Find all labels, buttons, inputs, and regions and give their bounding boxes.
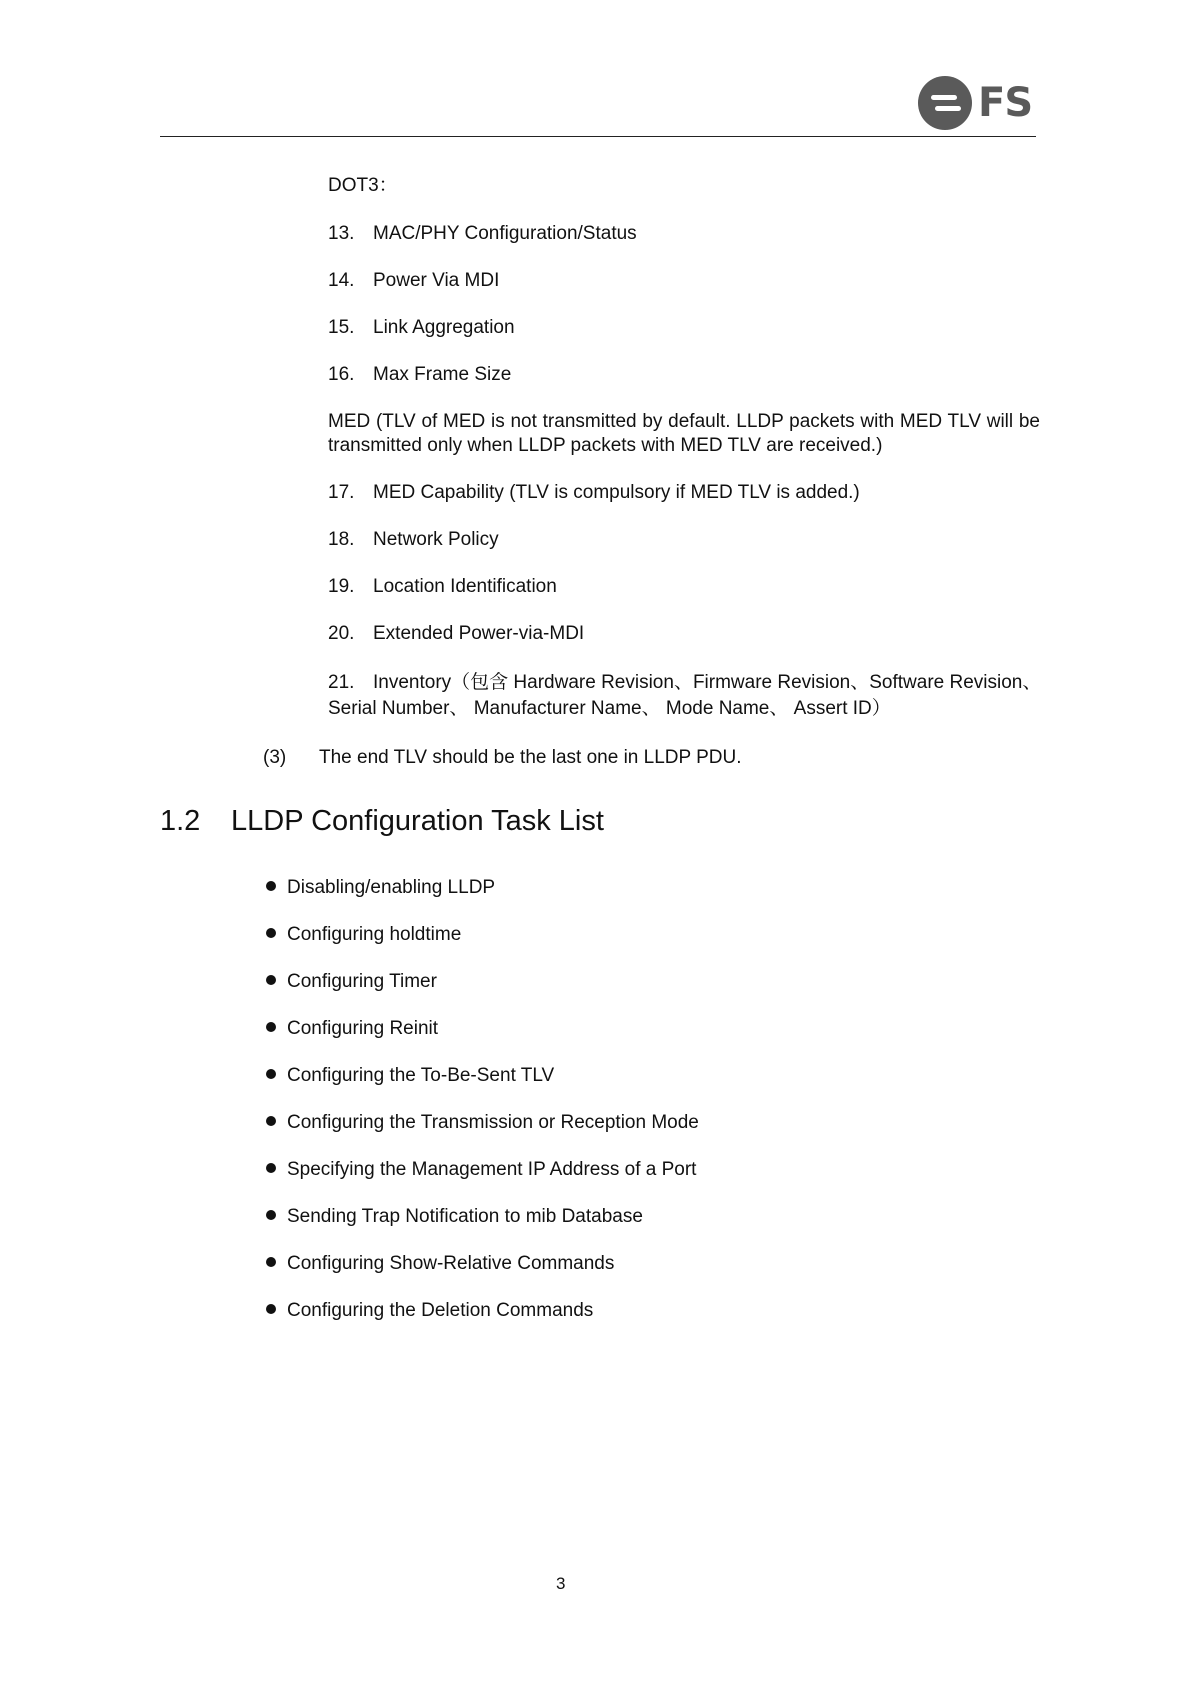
task-text: Disabling/enabling LLDP — [287, 877, 496, 898]
task-item — [266, 1064, 554, 1087]
list-item-15 — [328, 316, 515, 339]
bullet-icon — [266, 881, 276, 891]
task-text: Configuring Timer — [287, 971, 437, 992]
list-item-17 — [328, 481, 860, 504]
task-text: Specifying the Management IP Address of a Port — [287, 1159, 697, 1180]
task-item — [266, 970, 437, 993]
item-number: 19. — [328, 576, 355, 597]
list-item-21-line1 — [328, 671, 1041, 694]
page-number: 3 — [556, 1574, 566, 1593]
task-item — [266, 1299, 593, 1322]
bullet-icon — [266, 1022, 276, 1032]
task-text: Configuring the To-Be-Sent TLV — [287, 1065, 555, 1086]
task-text: Configuring the Deletion Commands — [287, 1300, 594, 1321]
list-item-19 — [328, 575, 557, 598]
task-item — [266, 923, 461, 946]
section-heading — [160, 803, 604, 839]
bullet-icon — [266, 1163, 276, 1173]
item-text: Network Policy — [373, 529, 499, 550]
item-number: 17. — [328, 482, 355, 503]
item-number: 13. — [328, 223, 355, 244]
item-text: MAC/PHY Configuration/Status — [373, 223, 637, 244]
task-text: Sending Trap Notification to mib Database — [287, 1206, 643, 1227]
note-text: The end TLV should be the last one in LLDP PDU. — [319, 747, 742, 768]
note-number: (3) — [263, 747, 287, 768]
fs-logo-icon — [918, 76, 972, 130]
bullet-icon — [266, 928, 276, 938]
list-item-18 — [328, 528, 499, 551]
task-item — [266, 1252, 614, 1275]
section-number: 1.2 — [160, 805, 201, 837]
bullet-icon — [266, 1304, 276, 1314]
task-item — [266, 1111, 699, 1134]
task-item — [266, 1205, 643, 1228]
list-item-21-line2: Serial Number、 Manufacturer Name、 Mode Name、 Assert ID） — [328, 698, 891, 719]
header-rule — [160, 136, 1036, 137]
item-text: Extended Power-via-MDI — [373, 623, 585, 644]
item-number: 14. — [328, 270, 355, 291]
item-number: 21. — [328, 672, 355, 693]
bullet-icon — [266, 975, 276, 985]
task-text: Configuring Show-Relative Commands — [287, 1253, 615, 1274]
bullet-icon — [266, 1069, 276, 1079]
item-text: Max Frame Size — [373, 364, 512, 385]
list-item-20 — [328, 622, 584, 645]
task-text: Configuring Reinit — [287, 1018, 439, 1039]
item-number: 16. — [328, 364, 355, 385]
task-text: Configuring holdtime — [287, 924, 462, 945]
list-item-13 — [328, 222, 637, 245]
section-title: LLDP Configuration Task List — [231, 805, 604, 837]
item-number: 15. — [328, 317, 355, 338]
item-text: Link Aggregation — [373, 317, 515, 338]
list-item-14 — [328, 269, 499, 292]
task-item — [266, 876, 495, 899]
dot3-label: DOT3： — [328, 175, 398, 196]
item-number: 20. — [328, 623, 355, 644]
list-item-16 — [328, 363, 511, 386]
bullet-icon — [266, 1257, 276, 1267]
item-text: Power Via MDI — [373, 270, 500, 291]
note-3 — [263, 746, 742, 769]
fs-logo — [918, 76, 1032, 130]
med-paragraph: MED (TLV of MED is not transmitted by default. LLDP packets with MED TLV will be transmitted only when LLDP packets with MED TLV are received.) — [328, 411, 1040, 456]
fs-logo-text: FS — [978, 80, 1033, 126]
task-item — [266, 1017, 438, 1040]
bullet-icon — [266, 1210, 276, 1220]
item-text: MED Capability (TLV is compulsory if MED TLV is added.) — [373, 482, 860, 503]
task-item — [266, 1158, 696, 1181]
item-text: Inventory（包含 Hardware Revision、Firmware Revision、Software Revision、 — [373, 672, 1042, 693]
item-number: 18. — [328, 529, 355, 550]
item-text: Location Identification — [373, 576, 557, 597]
bullet-icon — [266, 1116, 276, 1126]
task-text: Configuring the Transmission or Reception Mode — [287, 1112, 699, 1133]
